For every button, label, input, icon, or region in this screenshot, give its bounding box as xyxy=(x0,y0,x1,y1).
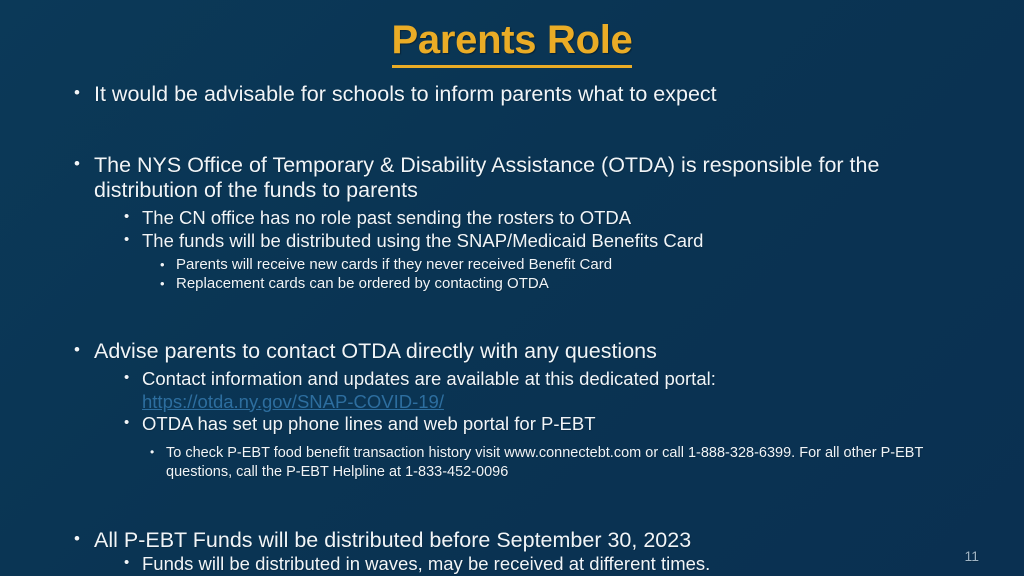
bullet-level3 xyxy=(160,256,974,275)
bullet-glyph-icon: • xyxy=(160,275,165,291)
bullet-level3 xyxy=(160,275,974,294)
bullet-level1 xyxy=(74,528,974,553)
bullet-glyph-icon: • xyxy=(124,413,130,431)
bullet-text: Funds will be distributed in waves, may be received at different times. xyxy=(142,552,711,574)
bullet-level1 xyxy=(74,82,974,107)
spacer xyxy=(74,133,974,153)
slide-title-block xyxy=(0,18,1024,68)
bullet-level2 xyxy=(124,553,974,575)
bullet-glyph-icon: • xyxy=(74,528,80,548)
bullet-text: Contact information and updates are available at this dedicated portal: xyxy=(142,368,716,390)
bullet-level1 xyxy=(74,339,974,364)
bullet-level2 xyxy=(124,368,974,390)
bullet-glyph-icon: • xyxy=(74,154,80,174)
bullet-glyph-icon: • xyxy=(74,340,80,360)
slide-body xyxy=(74,82,974,575)
bullet-level1 xyxy=(74,153,974,203)
spacer xyxy=(74,319,974,339)
bullet-glyph-icon: • xyxy=(124,208,130,226)
bullet-level2 xyxy=(124,207,974,229)
bullet-text: All P-EBT Funds will be distributed before September 30, 2023 xyxy=(94,527,692,552)
page-title: Parents Role xyxy=(392,18,633,68)
spacer xyxy=(74,508,974,528)
bullet-glyph-icon: • xyxy=(160,256,165,272)
bullet-text: To check P-EBT food benefit transaction history visit www.connectebt.com or call 1-888-328-6399. For all other P-EBT questions, call the P-EBT Helpline at 1-833-452-0096 xyxy=(166,445,924,480)
spacer xyxy=(74,293,974,319)
otda-portal-link[interactable]: https://otda.ny.gov/SNAP-COVID-19/ xyxy=(142,390,444,412)
bullet-text: It would be advisable for schools to inform parents what to expect xyxy=(94,82,717,106)
bullet-text: The CN office has no role past sending the rosters to OTDA xyxy=(142,207,632,229)
bullet-text: The funds will be distributed using the SNAP/Medicaid Benefits Card xyxy=(142,229,704,251)
bullet-glyph-icon: • xyxy=(74,83,80,102)
bullet-text: Advise parents to contact OTDA directly with any questions xyxy=(94,339,657,364)
bullet-text: Replacement cards can be ordered by contacting OTDA xyxy=(176,274,549,292)
bullet-glyph-icon: • xyxy=(124,230,130,248)
bullet-level4 xyxy=(150,444,970,482)
spacer xyxy=(74,482,974,508)
bullet-glyph-icon: • xyxy=(124,553,130,571)
bullet-glyph-icon: • xyxy=(124,369,130,387)
bullet-text: Parents will receive new cards if they never received Benefit Card xyxy=(176,255,613,273)
spacer xyxy=(74,107,974,133)
bullet-glyph-icon: • xyxy=(150,445,155,459)
slide-number: 11 xyxy=(964,548,979,564)
bullet-level2 xyxy=(124,413,974,435)
bullet-text: OTDA has set up phone lines and web portal for P-EBT xyxy=(142,412,596,434)
bullet-text: The NYS Office of Temporary & Disability Assistance (OTDA) is responsible for the distribution of the funds to parents xyxy=(94,153,880,203)
bullet-level2 xyxy=(124,230,974,252)
spacer xyxy=(74,435,974,444)
